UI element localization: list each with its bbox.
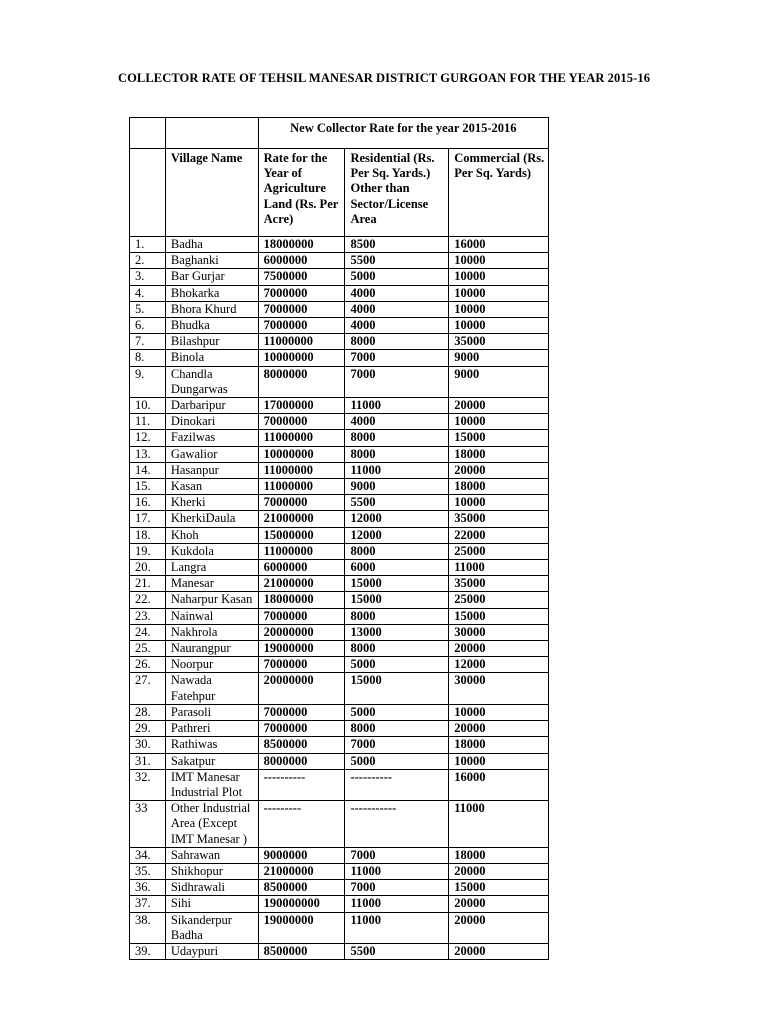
residential-rate-cell: 9000: [345, 479, 449, 495]
table-row: [130, 943, 549, 959]
agriculture-rate-cell: 15000000: [258, 527, 345, 543]
commercial-rate-cell: 20000: [449, 863, 549, 879]
commercial-rate-cell: 15000: [449, 430, 549, 446]
commercial-rate-cell: 9000: [449, 350, 549, 366]
blank-cell: [165, 118, 258, 149]
agriculture-rate-cell: 190000000: [258, 896, 345, 912]
residential-rate-cell: 7000: [345, 350, 449, 366]
table-row: [130, 753, 549, 769]
serial-number-cell: 23.: [130, 608, 166, 624]
serial-number-cell: 15.: [130, 479, 166, 495]
village-name-cell: Darbaripur: [165, 398, 258, 414]
agriculture-rate-cell: 8500000: [258, 943, 345, 959]
table-row: [130, 657, 549, 673]
serial-number-cell: 29.: [130, 721, 166, 737]
group-header: New Collector Rate for the year 2015-2016: [258, 118, 548, 149]
table-row: [130, 495, 549, 511]
blank-cell: [130, 118, 166, 149]
residential-rate-cell: 5000: [345, 269, 449, 285]
agriculture-rate-cell: 21000000: [258, 863, 345, 879]
serial-number-cell: 20.: [130, 560, 166, 576]
village-name-cell: Bhora Khurd: [165, 301, 258, 317]
table-row: [130, 624, 549, 640]
agriculture-rate-cell: 7000000: [258, 608, 345, 624]
table-row: [130, 462, 549, 478]
village-name-cell: Sahrawan: [165, 847, 258, 863]
agriculture-rate-cell: ----------: [258, 769, 345, 800]
agriculture-rate-cell: 21000000: [258, 511, 345, 527]
commercial-rate-cell: 18000: [449, 737, 549, 753]
serial-number-cell: 6.: [130, 318, 166, 334]
table-row: [130, 398, 549, 414]
agriculture-rate-cell: 18000000: [258, 592, 345, 608]
agriculture-rate-cell: 10000000: [258, 350, 345, 366]
commercial-rate-cell: 35000: [449, 334, 549, 350]
commercial-rate-cell: 11000: [449, 801, 549, 848]
agriculture-rate-cell: 6000000: [258, 253, 345, 269]
table-row: [130, 301, 549, 317]
agriculture-rate-cell: 7000000: [258, 495, 345, 511]
village-name-cell: IMT Manesar Industrial Plot: [165, 769, 258, 800]
serial-number-cell: 1.: [130, 237, 166, 253]
serial-number-cell: 22.: [130, 592, 166, 608]
serial-number-cell: 30.: [130, 737, 166, 753]
commercial-rate-cell: 25000: [449, 543, 549, 559]
agriculture-rate-cell: 17000000: [258, 398, 345, 414]
table-row: [130, 285, 549, 301]
table-row: [130, 801, 549, 848]
table-row: [130, 479, 549, 495]
agriculture-rate-cell: 11000000: [258, 334, 345, 350]
village-name-cell: Gawalior: [165, 446, 258, 462]
agriculture-rate-header: Rate for the Year of Agriculture Land (Rs. Per Acre): [258, 149, 345, 237]
residential-rate-cell: 8000: [345, 641, 449, 657]
table-row: [130, 576, 549, 592]
commercial-rate-cell: 18000: [449, 479, 549, 495]
commercial-rate-cell: 15000: [449, 608, 549, 624]
commercial-rate-cell: 10000: [449, 704, 549, 720]
serial-number-cell: 39.: [130, 943, 166, 959]
commercial-rate-cell: 30000: [449, 624, 549, 640]
residential-rate-cell: 4000: [345, 414, 449, 430]
serial-number-cell: 35.: [130, 863, 166, 879]
serial-number-cell: 32.: [130, 769, 166, 800]
agriculture-rate-cell: 8000000: [258, 753, 345, 769]
commercial-rate-cell: 10000: [449, 301, 549, 317]
serial-number-cell: 24.: [130, 624, 166, 640]
residential-rate-cell: 8000: [345, 608, 449, 624]
table-header-row: [130, 149, 549, 237]
village-name-cell: Naharpur Kasan: [165, 592, 258, 608]
village-name-cell: Manesar: [165, 576, 258, 592]
village-name-cell: Nainwal: [165, 608, 258, 624]
village-name-cell: Rathiwas: [165, 737, 258, 753]
village-name-cell: Sihi: [165, 896, 258, 912]
village-name-cell: Bhokarka: [165, 285, 258, 301]
table-row: [130, 527, 549, 543]
village-name-cell: Kherki: [165, 495, 258, 511]
serial-number-cell: 4.: [130, 285, 166, 301]
residential-rate-cell: 4000: [345, 301, 449, 317]
village-name-cell: Udaypuri: [165, 943, 258, 959]
residential-rate-cell: 12000: [345, 511, 449, 527]
commercial-rate-cell: 10000: [449, 253, 549, 269]
agriculture-rate-cell: 11000000: [258, 462, 345, 478]
serial-number-cell: 10.: [130, 398, 166, 414]
document-title: COLLECTOR RATE OF TEHSIL MANESAR DISTRICT GURGOAN FOR THE YEAR 2015-16: [117, 71, 651, 85]
agriculture-rate-cell: 19000000: [258, 641, 345, 657]
table-row: [130, 673, 549, 704]
residential-rate-cell: ----------: [345, 769, 449, 800]
residential-rate-cell: 7000: [345, 847, 449, 863]
table-row: [130, 896, 549, 912]
agriculture-rate-cell: 18000000: [258, 237, 345, 253]
residential-rate-cell: 7000: [345, 737, 449, 753]
commercial-rate-cell: 9000: [449, 366, 549, 397]
residential-rate-cell: 4000: [345, 318, 449, 334]
table-row: [130, 543, 549, 559]
commercial-rate-cell: 35000: [449, 511, 549, 527]
collector-rate-table: [129, 117, 549, 960]
serial-number-cell: 17.: [130, 511, 166, 527]
commercial-rate-cell: 10000: [449, 414, 549, 430]
commercial-rate-cell: 12000: [449, 657, 549, 673]
residential-rate-cell: 15000: [345, 592, 449, 608]
table-row: [130, 863, 549, 879]
agriculture-rate-cell: 8500000: [258, 880, 345, 896]
village-name-cell: Nawada Fatehpur: [165, 673, 258, 704]
commercial-rate-cell: 22000: [449, 527, 549, 543]
table-row: [130, 366, 549, 397]
commercial-rate-cell: 10000: [449, 285, 549, 301]
agriculture-rate-cell: 11000000: [258, 430, 345, 446]
serial-number-cell: 18.: [130, 527, 166, 543]
commercial-rate-cell: 35000: [449, 576, 549, 592]
village-name-cell: Noorpur: [165, 657, 258, 673]
residential-rate-cell: 7000: [345, 366, 449, 397]
table-row: [130, 912, 549, 943]
commercial-rate-cell: 10000: [449, 753, 549, 769]
serial-number-cell: 13.: [130, 446, 166, 462]
commercial-rate-cell: 15000: [449, 880, 549, 896]
serial-number-cell: 2.: [130, 253, 166, 269]
residential-rate-cell: -----------: [345, 801, 449, 848]
village-name-cell: Naurangpur: [165, 641, 258, 657]
residential-rate-cell: 8000: [345, 430, 449, 446]
serial-number-cell: 16.: [130, 495, 166, 511]
table-row: [130, 253, 549, 269]
commercial-rate-cell: 20000: [449, 462, 549, 478]
residential-rate-cell: 8000: [345, 446, 449, 462]
table-row: [130, 880, 549, 896]
village-name-cell: Other Industrial Area (Except IMT Manesar ): [165, 801, 258, 848]
commercial-rate-cell: 16000: [449, 237, 549, 253]
serial-number-cell: 38.: [130, 912, 166, 943]
commercial-rate-cell: 10000: [449, 269, 549, 285]
village-name-header: Village Name: [165, 149, 258, 237]
agriculture-rate-cell: 19000000: [258, 912, 345, 943]
residential-rate-cell: 5500: [345, 943, 449, 959]
residential-rate-cell: 8000: [345, 334, 449, 350]
village-name-cell: Baghanki: [165, 253, 258, 269]
commercial-rate-cell: 20000: [449, 896, 549, 912]
serial-number-cell: 36.: [130, 880, 166, 896]
serial-number-cell: 7.: [130, 334, 166, 350]
serial-number-cell: 8.: [130, 350, 166, 366]
agriculture-rate-cell: 8500000: [258, 737, 345, 753]
residential-rate-cell: 15000: [345, 673, 449, 704]
table-row: [130, 334, 549, 350]
table-row: [130, 237, 549, 253]
residential-rate-cell: 11000: [345, 863, 449, 879]
residential-rate-cell: 7000: [345, 880, 449, 896]
village-name-cell: Kukdola: [165, 543, 258, 559]
commercial-rate-cell: 20000: [449, 721, 549, 737]
commercial-rate-cell: 18000: [449, 446, 549, 462]
table-row: [130, 769, 549, 800]
residential-rate-cell: 8500: [345, 237, 449, 253]
agriculture-rate-cell: 7000000: [258, 318, 345, 334]
agriculture-rate-cell: 7000000: [258, 721, 345, 737]
serial-number-cell: 12.: [130, 430, 166, 446]
serial-number-cell: 11.: [130, 414, 166, 430]
table-row: [130, 350, 549, 366]
commercial-rate-cell: 16000: [449, 769, 549, 800]
residential-rate-cell: 8000: [345, 543, 449, 559]
residential-rate-cell: 5500: [345, 253, 449, 269]
residential-rate-header: Residential (Rs. Per Sq. Yards.) Other than Sector/License Area: [345, 149, 449, 237]
serial-number-cell: 28.: [130, 704, 166, 720]
village-name-cell: Bhudka: [165, 318, 258, 334]
residential-rate-cell: 15000: [345, 576, 449, 592]
residential-rate-cell: 12000: [345, 527, 449, 543]
table-row: [130, 737, 549, 753]
village-name-cell: KherkiDaula: [165, 511, 258, 527]
village-name-cell: Dinokari: [165, 414, 258, 430]
table-group-header-row: [130, 118, 549, 149]
serial-number-cell: 25.: [130, 641, 166, 657]
residential-rate-cell: 5000: [345, 753, 449, 769]
serial-number-cell: 9.: [130, 366, 166, 397]
commercial-rate-cell: 18000: [449, 847, 549, 863]
serial-number-cell: 3.: [130, 269, 166, 285]
village-name-cell: Sikanderpur Badha: [165, 912, 258, 943]
agriculture-rate-cell: 9000000: [258, 847, 345, 863]
village-name-cell: Langra: [165, 560, 258, 576]
residential-rate-cell: 5000: [345, 704, 449, 720]
table-row: [130, 414, 549, 430]
commercial-rate-cell: 11000: [449, 560, 549, 576]
table-row: [130, 721, 549, 737]
residential-rate-cell: 11000: [345, 398, 449, 414]
serial-number-cell: 21.: [130, 576, 166, 592]
village-name-cell: Parasoli: [165, 704, 258, 720]
agriculture-rate-cell: ---------: [258, 801, 345, 848]
village-name-cell: Sidhrawali: [165, 880, 258, 896]
agriculture-rate-cell: 6000000: [258, 560, 345, 576]
serial-number-cell: 19.: [130, 543, 166, 559]
village-name-cell: Binola: [165, 350, 258, 366]
village-name-cell: Sakatpur: [165, 753, 258, 769]
table-row: [130, 847, 549, 863]
table-row: [130, 318, 549, 334]
agriculture-rate-cell: 7000000: [258, 301, 345, 317]
village-name-cell: Bilashpur: [165, 334, 258, 350]
village-name-cell: Nakhrola: [165, 624, 258, 640]
table-row: [130, 511, 549, 527]
agriculture-rate-cell: 7000000: [258, 414, 345, 430]
table-row: [130, 560, 549, 576]
residential-rate-cell: 11000: [345, 912, 449, 943]
serial-number-cell: 27.: [130, 673, 166, 704]
commercial-rate-cell: 10000: [449, 318, 549, 334]
agriculture-rate-cell: 7000000: [258, 285, 345, 301]
agriculture-rate-cell: 20000000: [258, 673, 345, 704]
residential-rate-cell: 4000: [345, 285, 449, 301]
village-name-cell: Chandla Dungarwas: [165, 366, 258, 397]
agriculture-rate-cell: 20000000: [258, 624, 345, 640]
table-row: [130, 430, 549, 446]
agriculture-rate-cell: 7500000: [258, 269, 345, 285]
agriculture-rate-cell: 7000000: [258, 657, 345, 673]
serial-number-cell: 33: [130, 801, 166, 848]
agriculture-rate-cell: 7000000: [258, 704, 345, 720]
commercial-rate-cell: 20000: [449, 398, 549, 414]
village-name-cell: Shikhopur: [165, 863, 258, 879]
village-name-cell: Bar Gurjar: [165, 269, 258, 285]
agriculture-rate-cell: 11000000: [258, 543, 345, 559]
agriculture-rate-cell: 11000000: [258, 479, 345, 495]
residential-rate-cell: 5000: [345, 657, 449, 673]
village-name-cell: Hasanpur: [165, 462, 258, 478]
commercial-rate-header: Commercial (Rs. Per Sq. Yards): [449, 149, 549, 237]
table-row: [130, 704, 549, 720]
residential-rate-cell: 13000: [345, 624, 449, 640]
village-name-cell: Badha: [165, 237, 258, 253]
residential-rate-cell: 11000: [345, 896, 449, 912]
commercial-rate-cell: 30000: [449, 673, 549, 704]
table-row: [130, 641, 549, 657]
village-name-cell: Fazilwas: [165, 430, 258, 446]
serial-number-cell: 14.: [130, 462, 166, 478]
residential-rate-cell: 8000: [345, 721, 449, 737]
serial-number-cell: 26.: [130, 657, 166, 673]
village-name-cell: Khoh: [165, 527, 258, 543]
agriculture-rate-cell: 10000000: [258, 446, 345, 462]
table-row: [130, 269, 549, 285]
table-row: [130, 446, 549, 462]
commercial-rate-cell: 20000: [449, 912, 549, 943]
sno-header: [130, 149, 166, 237]
commercial-rate-cell: 25000: [449, 592, 549, 608]
table-row: [130, 592, 549, 608]
table-row: [130, 608, 549, 624]
agriculture-rate-cell: 8000000: [258, 366, 345, 397]
village-name-cell: Kasan: [165, 479, 258, 495]
serial-number-cell: 31.: [130, 753, 166, 769]
agriculture-rate-cell: 21000000: [258, 576, 345, 592]
commercial-rate-cell: 10000: [449, 495, 549, 511]
serial-number-cell: 34.: [130, 847, 166, 863]
village-name-cell: Pathreri: [165, 721, 258, 737]
residential-rate-cell: 11000: [345, 462, 449, 478]
residential-rate-cell: 5500: [345, 495, 449, 511]
residential-rate-cell: 6000: [345, 560, 449, 576]
serial-number-cell: 37.: [130, 896, 166, 912]
commercial-rate-cell: 20000: [449, 641, 549, 657]
commercial-rate-cell: 20000: [449, 943, 549, 959]
serial-number-cell: 5.: [130, 301, 166, 317]
